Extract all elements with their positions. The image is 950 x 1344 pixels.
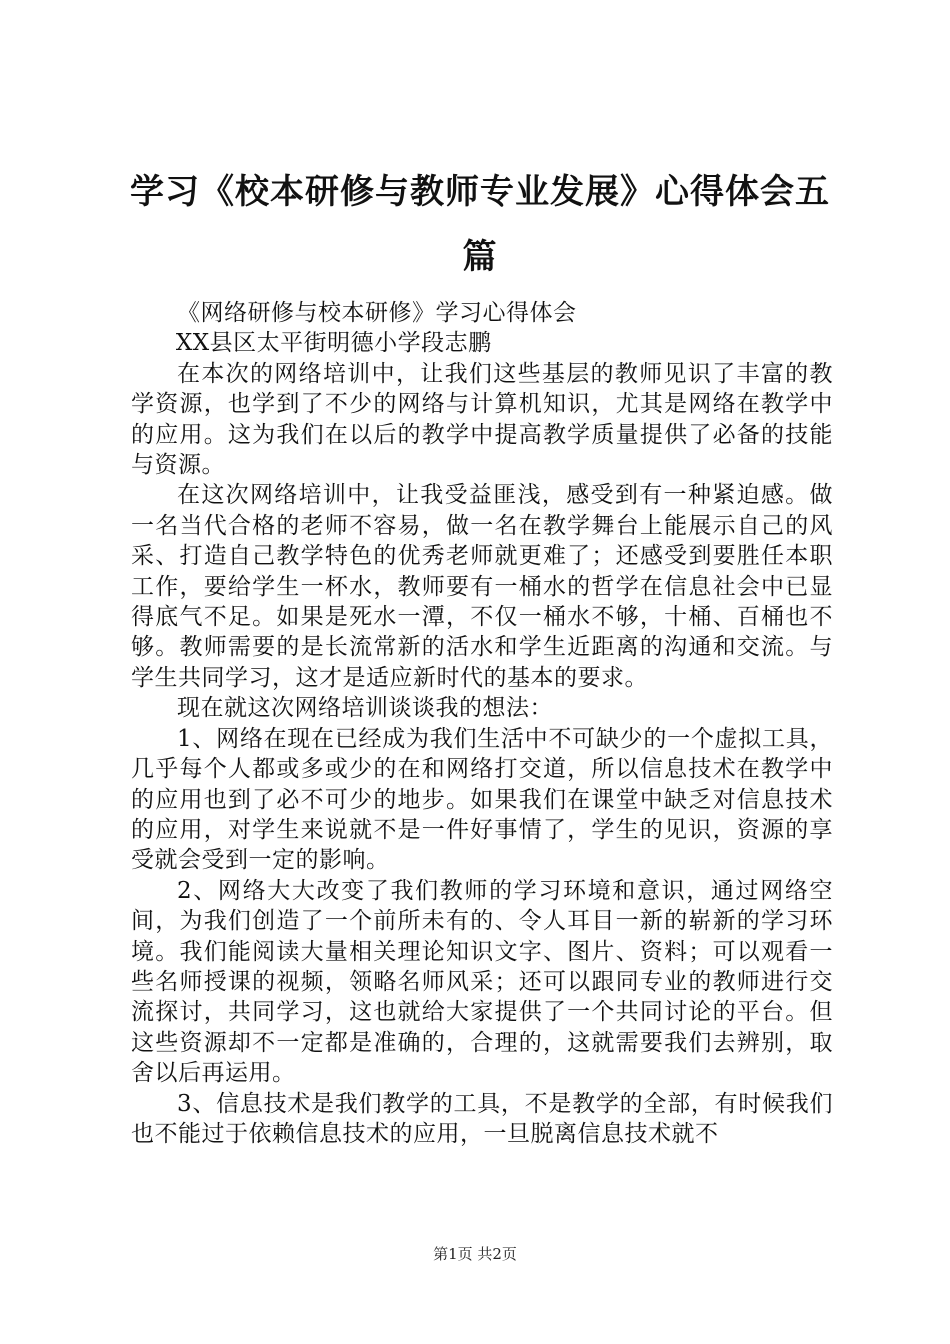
paragraph-2: 在这次网络培训中，让我受益匪浅，感受到有一种紧迫感。做一名当代合格的老师不容易，做一名在教学舞台上能展示自己的风采、打造自己教学特色的优秀老师就更难了；还感受到要胜任本职工作，要给学生一杯水，教师要有一桶水的哲学在信息社会中已显得底气不足。如果是死水一潭，不仅一桶水不够，十桶、百桶也不够。教师需要的是长流常新的活水和学生近距离的沟通和交流。与学生共同学习，这才是适应新时代的基本的要求。 [131,482,833,691]
paragraph-5: 2、网络大大改变了我们教师的学习环境和意识，通过网络空间，为我们创造了一个前所未有的、令人耳目一新的崭新的学习环境。我们能阅读大量相关理论知识文字、图片、资料；可以观看一些名师授课的视频，领略名师风采；还可以跟同专业的教师进行交流探讨，共同学习，这也就给大家提供了一个共同讨论的平台。但这些资源却不一定都是准确的，合理的，这就需要我们去辨别，取舍以后再运用。 [131,877,833,1087]
author-line: XX县区太平街明德小学段志鹏 [175,330,492,357]
page-title: 学习《校本研修与教师专业发展》心得体会五篇 [130,172,830,277]
paragraph-4: 1、网络在现在已经成为我们生活中不可缺少的一个虚拟工具，几乎每个人都或多或少的在和网络打交道，所以信息技术在教学中的应用也到了必不可少的地步。如果我们在课堂中缺乏对信息技术的应用，对学生来说就不是一件好事情了，学生的见识，资源的享受就会受到一定的影响。 [131,725,833,874]
document-subtitle: 《网络研修与校本研修》学习心得体会 [177,300,577,326]
page-number: 第1页 共2页 [433,1245,517,1263]
paragraph-6: 3、信息技术是我们教学的工具，不是教学的全部，有时候我们也不能过于依赖信息技术的应用，一旦脱离信息技术就不 [131,1090,833,1147]
paragraph-3: 现在就这次网络培训谈谈我的想法： [177,695,553,722]
paragraph-1: 在本次的网络培训中，让我们这些基层的教师见识了丰富的教学资源，也学到了不少的网络与计算机知识，尤其是网络在教学中的应用。这为我们在以后的教学中提高教学质量提供了必备的技能与资源。 [131,360,833,479]
document-body [131,298,833,1149]
